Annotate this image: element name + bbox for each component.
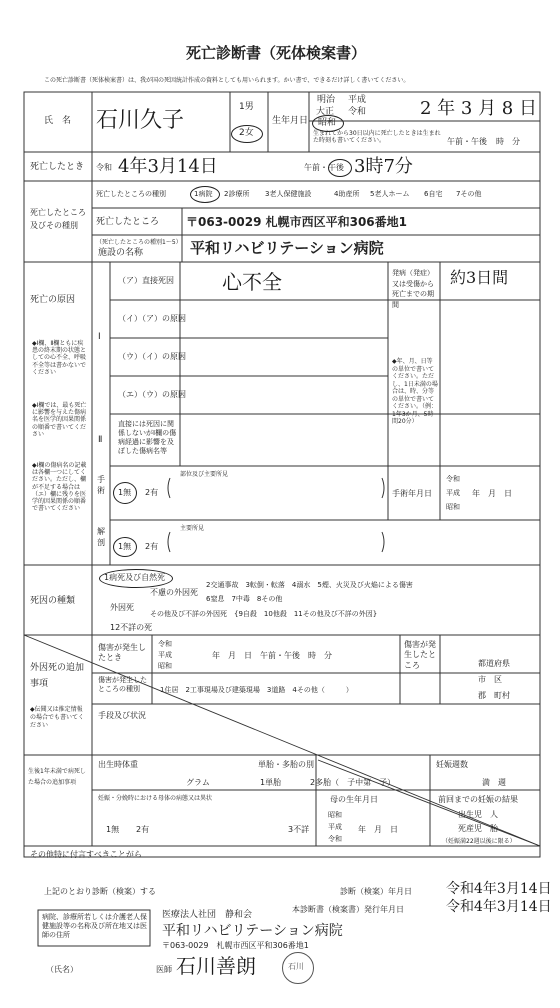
sex-male: 1男 — [239, 102, 254, 112]
sex-female: 2女 — [239, 128, 254, 138]
external-label: 外因死の追加事項 — [30, 663, 85, 690]
section-I: Ⅰ — [98, 332, 101, 342]
injury-city: 市 区 — [478, 675, 502, 684]
autopsy-yes: 2有 — [145, 542, 159, 551]
era-heisei: 平成 — [348, 95, 367, 105]
surgery-era-heisei: 平成 — [446, 489, 460, 497]
place-label: 死亡したところ — [96, 217, 160, 227]
birth-weight-label: 出生時体重 — [98, 760, 138, 769]
page-title: 死亡診断書（死体検案書） — [186, 44, 367, 62]
prev-note: （妊娠満22週以後に限る） — [442, 838, 516, 845]
mother-birth-label: 母の生年月日 — [330, 795, 378, 804]
surgery-detail: 部位及び主要所見 — [180, 471, 229, 478]
era-taisho: 大正 — [316, 107, 335, 117]
injury-era-reiwa: 令和 — [158, 640, 172, 648]
surgery-none-circle — [113, 482, 137, 504]
org-note: 病院、診療所若しくは介護老人保健施設等の名称及び所在地又は医師の住所 — [42, 913, 147, 940]
surgery-ymd: 年 月 日 — [472, 489, 512, 498]
doctor-seal — [282, 952, 314, 984]
gestation-label: 妊娠週数 — [436, 760, 468, 769]
surgery-era-showa: 昭和 — [446, 503, 460, 511]
death-time: 3時7分 — [354, 156, 413, 177]
death-ampm: 午前・午後 — [304, 163, 344, 172]
prev-label: 前回までの妊娠の結果 — [438, 795, 518, 804]
injury-place-label: 傷害が発生したところ — [404, 640, 436, 670]
sex-female-circle — [231, 125, 263, 143]
hospital-address: 〒063-0029 札幌市西区平和306番地1 — [162, 941, 309, 950]
injury-time-label: 傷害が発生したとき — [98, 643, 146, 663]
place-type-3: 3老人保健施設 — [265, 190, 312, 198]
kind-accidents: 2交通事故 3転倒・転落 4溺水 5煙、火災及び火焔による傷害 — [206, 581, 413, 589]
mother-era-heisei: 平成 — [328, 823, 342, 831]
birth-label: 生年月日 — [272, 116, 309, 126]
death-era: 令和 — [96, 163, 112, 172]
deceased-name: 石川久子 — [96, 108, 185, 133]
death-address: 〒063-0029 札幌市西区平和306番地1 — [186, 215, 408, 229]
section-II-text: 直接には死因に関係しないがⅠ欄の傷病経過に影響を及ぼした傷病名等 — [118, 420, 177, 456]
injury-place-type-label: 傷害が発生したところの種別 — [98, 676, 147, 693]
autopsy-label: 解剖 — [97, 527, 105, 548]
external-note: ◆伝聞又は推定情報の場合でも書いてください — [30, 706, 85, 729]
era-reiwa: 令和 — [348, 107, 367, 117]
natural-circle — [99, 569, 173, 588]
cause-row-a: （ア）直接死因 — [118, 276, 174, 285]
cause-note-3: ◆Ⅰ欄の傷病名の記載は各欄一つにしてください。ただし、欄が不足する場合は（エ）欄に残りを医学的因果関係の順番で書いてください — [32, 462, 87, 513]
maternal-yes: 2有 — [136, 825, 150, 834]
autopsy-detail: 主要所見 — [180, 525, 205, 532]
name-field-label: （氏名） — [46, 965, 78, 974]
place-type-5: 5老人ホーム — [370, 190, 410, 198]
cause-note-2: ◆Ⅰ欄では、最も死亡に影響を与えた傷病名を医学的因果関係の順番で書いてください — [32, 402, 87, 438]
place-type-7: 7その他 — [456, 190, 482, 198]
kind-unknown: 12不詳の死 — [110, 623, 153, 632]
issue-date-value: 令和4年3月14日 — [446, 899, 552, 915]
diag-date-label: 診断（検案）年月日 — [340, 887, 412, 896]
injury-town: 郡 町村 — [478, 691, 510, 700]
facility-small-label: （死亡したところの種別1〜5） — [96, 239, 182, 246]
surgery-date-label: 手術年月日 — [392, 489, 432, 498]
cause-row-c: （ウ）（イ）の原因 — [118, 352, 186, 361]
kind-accident: 不慮の外因死 — [150, 588, 198, 597]
maternal-unknown: 3不詳 — [288, 825, 310, 834]
onset-note: ◆年、月、日等の単位で書いてください。ただし、1日未満の場合は、時、分等の単位で書いてください。（例：1年3か月、5時間20分） — [392, 358, 438, 425]
diag-date-value: 令和4年3月14日 — [446, 881, 552, 897]
direct-cause: 心不全 — [222, 270, 282, 294]
place-type-label: 死亡したところの種別 — [96, 190, 166, 198]
autopsy-none: 1無 — [118, 542, 132, 551]
kind-other-external: その他及び不詳の外因死 {9自殺 10他殺 11その他及び不詳の外因} — [150, 610, 378, 618]
single-birth: 1単胎 — [260, 778, 282, 787]
surgery-yes: 2有 — [145, 488, 159, 497]
facility-label: 施設の名称 — [98, 248, 144, 258]
place-type-6: 6自宅 — [424, 190, 443, 198]
org-type: 医療法人社団 静和会 — [162, 910, 253, 920]
injury-pref: 都道府県 — [478, 659, 510, 668]
injury-place-types: 1住居 2工事現場及び建築現場 3道路 4その他（ ） — [160, 686, 353, 694]
other-label: その他特に付言すべきことがら — [30, 850, 142, 859]
mother-ymd: 年 月 日 — [358, 825, 398, 834]
kind-external: 外因死 — [110, 603, 134, 612]
facility-name: 平和リハビリテーション病院 — [190, 239, 384, 257]
page-subtitle: この死亡診断書（死体検案書）は、我が国の死因統計作成の資料としても用いられます。かい書で、できるだけ詳しく書いてください。 — [44, 77, 410, 84]
issue-date-label: 本診断書（検案書）発行年月日 — [292, 905, 404, 914]
death-kind-label: 死因の種類 — [30, 596, 76, 606]
death-time-label: 死亡したとき — [30, 162, 85, 172]
maternal-none: 1無 — [106, 825, 120, 834]
cause-note-1: ◆Ⅰ欄、Ⅱ欄ともに疾患の終末期の状態としての心不全、呼吸不全等は書かないでください — [32, 340, 87, 376]
infant-label: 生後1年未満で病死した場合の追加事項 — [28, 768, 86, 787]
injury-ymd-time: 年 月 日 午前・午後 時 分 — [212, 651, 332, 660]
surgery-none: 1無 — [118, 488, 132, 497]
birth-ampm: 午前・午後 — [447, 137, 487, 146]
onset-value: 約3日間 — [450, 268, 509, 287]
cause-label: 死亡の原因 — [30, 295, 76, 305]
surgery-label: 手術 — [97, 475, 105, 496]
section-II: Ⅱ — [98, 435, 103, 445]
method-label: 手段及び状況 — [98, 711, 146, 720]
multiple-label: 単胎・多胎の別 — [258, 760, 314, 769]
mother-era-reiwa: 令和 — [328, 835, 342, 843]
maternal-label: 妊娠・分娩時における母体の病態又は異状 — [98, 795, 213, 802]
seal-text: 石川 — [288, 962, 304, 971]
injury-era-heisei: 平成 — [158, 651, 172, 659]
autopsy-none-circle — [113, 537, 137, 557]
pm-circle — [328, 159, 352, 177]
doctor-label: 医師 — [156, 965, 172, 974]
kind-accidents-2: 6窒息 7中毒 8その他 — [206, 595, 283, 603]
place-type-2: 2診療所 — [224, 190, 250, 198]
hospital-name: 平和リハビリテーション病院 — [162, 923, 343, 939]
gram-unit: グラム — [186, 778, 210, 787]
gestation-weeks: 満 週 — [482, 778, 506, 787]
mother-era-showa: 昭和 — [328, 811, 342, 819]
name-label: 氏 名 — [44, 116, 72, 126]
death-place-label: 死亡したところ及びその種別 — [30, 208, 86, 230]
birth-date: 2 年 3 月 8 日 — [420, 98, 537, 119]
surgery-era-reiwa: 令和 — [446, 475, 460, 483]
certify-text: 上記のとおり診断（検案）する — [44, 887, 156, 896]
prev-stillborn: 死産児 胎 — [458, 824, 498, 833]
injury-era-showa: 昭和 — [158, 662, 172, 670]
death-date: 4年3月14日 — [118, 156, 218, 177]
prev-live: 出生児 人 — [458, 810, 498, 819]
kind-natural: 1病死及び自然死 — [104, 573, 166, 582]
cause-row-d: （エ）（ウ）の原因 — [118, 390, 186, 399]
infant-birth-note: 生まれてから30日以内に死亡したときは生まれた時刻も書いてください。 — [313, 130, 441, 144]
era-showa: 昭和 — [318, 118, 337, 128]
era-meiji: 明治 — [317, 95, 336, 105]
birth-hm: 時 分 — [496, 137, 520, 146]
place-type-1: 1病院 — [194, 190, 213, 198]
multi-birth: 2多胎（ 子中第 子） — [310, 778, 396, 787]
place-type-4: 4助産所 — [334, 190, 360, 198]
onset-label: 発病（発症）又は受傷から死亡までの期間 — [392, 269, 434, 309]
hospital-circle — [190, 186, 220, 203]
doctor-name: 石川善朗 — [176, 954, 256, 978]
cause-row-b: （イ）（ア）の原因 — [118, 314, 186, 323]
